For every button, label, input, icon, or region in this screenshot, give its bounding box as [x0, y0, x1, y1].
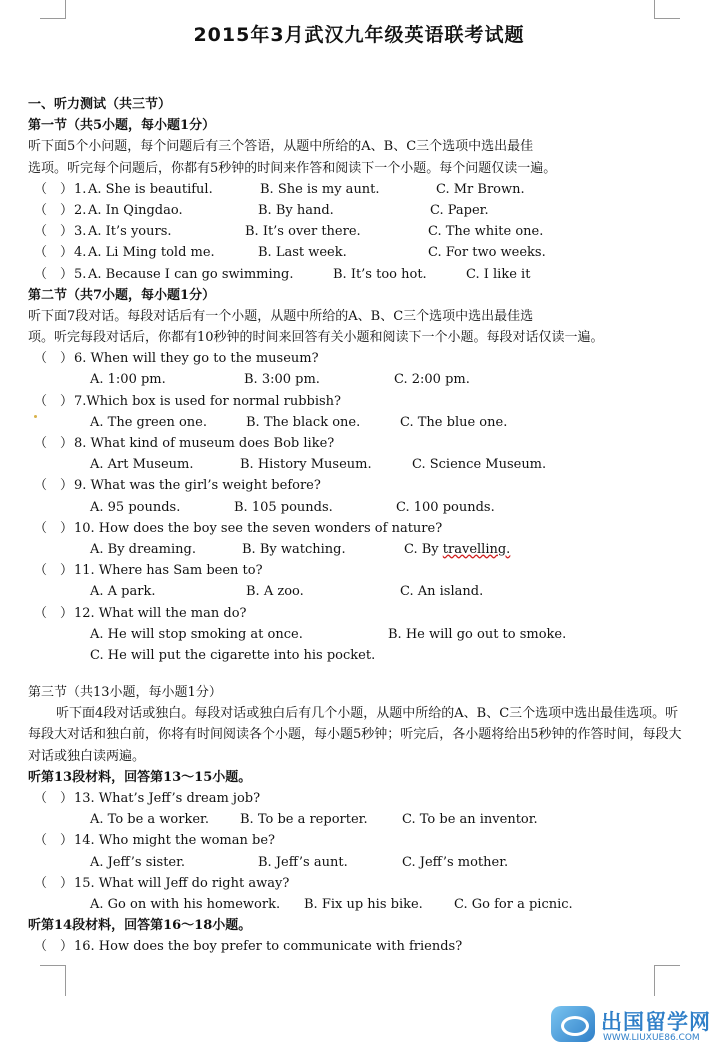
question-12: （ ） 12. What will the man do?: [28, 603, 690, 624]
question-14-options: [28, 852, 690, 873]
option-c: C. Mr Brown.: [436, 181, 525, 197]
option-b: B. It’s too hot.: [333, 266, 427, 282]
question-14: （ ） 14. Who might the woman be?: [28, 830, 690, 851]
option-c: C. Science Museum.: [412, 457, 547, 473]
question-text: 16. How does the boy prefer to communicate with friends?: [74, 939, 463, 955]
option-b: B. Jeff’s aunt.: [258, 854, 348, 870]
question-15-options: [28, 894, 690, 915]
logo-badge-icon: [551, 1006, 595, 1042]
question-number: 1.: [74, 181, 87, 197]
part-heading: 一、听力测试（共三节）: [28, 97, 172, 112]
question-15: （ ） 15. What will Jeff do right away?: [28, 873, 690, 894]
site-logo[interactable]: [551, 1002, 711, 1048]
crop-mark-bottom-left: [40, 965, 66, 996]
option-a: A. 95 pounds.: [90, 499, 181, 515]
option-b: B. By watching.: [242, 541, 346, 557]
question-13: （ ） 13. What’s Jeff’s dream job?: [28, 788, 690, 809]
question-7-options: [28, 412, 690, 433]
question-9-options: [28, 497, 690, 518]
option-a: A. The green one.: [90, 414, 207, 430]
question-6: （ ） 6. When will they go to the museum?: [28, 348, 690, 369]
option-c: C. Paper.: [430, 202, 489, 218]
section1-instr-line1: 听下面5个小问题，每个问题后有三个答语，从题中所给的A、B、C三个选项中选出最佳: [28, 139, 534, 155]
question-8: （ ） 8. What kind of museum does Bob like?: [28, 433, 690, 454]
section3-instructions: 听下面4段对话或独白。每段对话或独白后有几个小题，从题中所给的A、B、C三个选项中选出最佳选项。听每段大对话和独白前，你将有时间阅读各个小题，每小题5秒钟；听完后，各小题将给出5秒钟的作答时间，每段大对话或独白读两遍。: [28, 706, 682, 764]
section2-instr-line1: 听下面7段对话。每段对话后有一个小题，从题中所给的A、B、C三个选项中选出最佳选: [28, 308, 534, 324]
material-13-heading: 听第13段材料，回答第13～15小题。: [28, 769, 252, 785]
question-text: 14. Who might the woman be?: [74, 833, 275, 849]
option-b: B. She is my aunt.: [260, 181, 380, 197]
option-c: C. Go for a picnic.: [454, 896, 573, 912]
question-12-options-2: [28, 645, 690, 666]
question-10: （ ） 10. How does the boy see the seven wonders of nature?: [28, 518, 690, 539]
option-a: A. It’s yours.: [88, 224, 172, 240]
page-title: 2015年3月武汉九年级英语联考试题: [193, 24, 525, 46]
option-c: C. 100 pounds.: [396, 499, 495, 515]
section2-instr-line2: 项。听完每段对话后，你都有10秒钟的时间来回答有关小题和阅读下一个小题。每段对话仅读一遍。: [28, 330, 604, 346]
question-text: 11. Where has Sam been to?: [74, 563, 263, 579]
option-b: B. History Museum.: [240, 457, 372, 473]
option-a: A. Because I can go swimming.: [88, 266, 294, 282]
option-b: B. To be a reporter.: [240, 812, 368, 828]
question-11: （ ） 11. Where has Sam been to?: [28, 560, 690, 581]
question-4: （ ） 4. A. Li Ming told me. B. Last week. C. For two weeks.: [28, 242, 690, 263]
option-a: A. By dreaming.: [90, 541, 196, 557]
section1-heading: 第一节（共5小题，每小题1分）: [28, 118, 216, 134]
option-b: B. The black one.: [246, 414, 361, 430]
question-text: 13. What’s Jeff’s dream job?: [74, 791, 261, 807]
question-16: （ ） 16. How does the boy prefer to communicate with friends?: [28, 936, 690, 957]
crop-mark-top-left: [40, 0, 66, 19]
question-10-options: [28, 539, 690, 560]
option-b: B. Last week.: [258, 245, 347, 261]
logo-url: WWW.LIUXUE86.COM: [603, 1033, 700, 1043]
option-c: C. 2:00 pm.: [394, 372, 470, 388]
question-13-options: [28, 809, 690, 830]
option-b: B. It’s over there.: [245, 224, 361, 240]
option-c: C. The white one.: [428, 224, 544, 240]
option-c: C. To be an inventor.: [402, 812, 538, 828]
section1-instr-line2: 选项。听完每个问题后，你都有5秒钟的时间来作答和阅读下一个小题。每个问题仅读一遍。: [28, 160, 557, 176]
option-b: B. A zoo.: [246, 584, 304, 600]
question-text: 10. How does the boy see the seven wonders of nature?: [74, 520, 443, 536]
option-b: B. Fix up his bike.: [304, 896, 423, 912]
option-a: A. He will stop smoking at once.: [90, 626, 303, 642]
option-a: A. A park.: [90, 584, 156, 600]
option-c: C. An island.: [400, 584, 484, 600]
crop-mark-top-right: [654, 0, 680, 19]
question-9: （ ） 9. What was the girl’s weight before?: [28, 475, 690, 496]
question-text: 15. What will Jeff do right away?: [74, 875, 290, 891]
logo-text: 出国留学网: [601, 1010, 711, 1034]
question-text: 6. When will they go to the museum?: [74, 351, 319, 367]
question-text: 8. What kind of museum does Bob like?: [74, 436, 335, 451]
question-2: （ ） 2. A. In Qingdao. B. By hand. C. Paper.: [28, 200, 690, 221]
exam-page: [28, 18, 690, 958]
question-number: 3.: [74, 224, 87, 240]
option-a: A. Jeff’s sister.: [90, 854, 186, 870]
option-c: C. I like it: [466, 266, 531, 282]
material-14-heading: 听第14段材料，回答第16～18小题。: [28, 918, 252, 934]
question-text: 9. What was the girl’s weight before?: [74, 478, 321, 494]
option-a: A. Art Museum.: [90, 457, 194, 473]
option-c: C. Jeff’s mother.: [402, 854, 509, 870]
section3-heading: 第三节（共13小题，每小题1分）: [28, 685, 222, 701]
question-12-options: [28, 624, 690, 645]
question-text: 7.Which box is used for normal rubbish?: [74, 393, 342, 409]
question-3: （ ） 3. A. It’s yours. B. It’s over there. C. The white one.: [28, 221, 690, 242]
question-text: 12. What will the man do?: [74, 605, 247, 621]
option-a: A. To be a worker.: [90, 812, 209, 828]
option-b: B. He will go out to smoke.: [388, 626, 567, 642]
question-1: （ ） 1. A. She is beautiful. B. She is my aunt. C. Mr Brown.: [28, 179, 690, 200]
option-a: A. 1:00 pm.: [90, 372, 166, 388]
question-5: （ ） 5. A. Because I can go swimming. B. It’s too hot. C. I like it: [28, 264, 690, 285]
question-6-options: [28, 369, 690, 390]
question-11-options: [28, 581, 690, 602]
question-number: 5.: [74, 266, 87, 282]
option-a: A. Li Ming told me.: [88, 245, 215, 261]
option-a: A. In Qingdao.: [88, 202, 183, 218]
option-c: C. He will put the cigarette into his pocket.: [90, 647, 376, 663]
spellcheck-word: travelling.: [442, 541, 511, 557]
question-7: （ ） 7.Which box is used for normal rubbish?: [28, 391, 690, 412]
question-number: 2.: [74, 202, 87, 218]
option-c: C. The blue one.: [400, 414, 508, 430]
question-number: 4.: [74, 245, 87, 261]
crop-mark-bottom-right: [654, 965, 680, 996]
section2-heading: 第二节（共7小题，每小题1分）: [28, 287, 216, 303]
option-b: B. 105 pounds.: [234, 499, 333, 515]
question-8-options: [28, 454, 690, 475]
option-a: A. She is beautiful.: [88, 181, 213, 197]
margin-mark: [34, 415, 37, 418]
option-b: B. By hand.: [258, 202, 334, 218]
option-c: C. By travelling.: [404, 541, 511, 557]
option-a: A. Go on with his homework.: [90, 896, 281, 912]
option-c: C. For two weeks.: [428, 245, 546, 261]
option-b: B. 3:00 pm.: [244, 372, 320, 388]
